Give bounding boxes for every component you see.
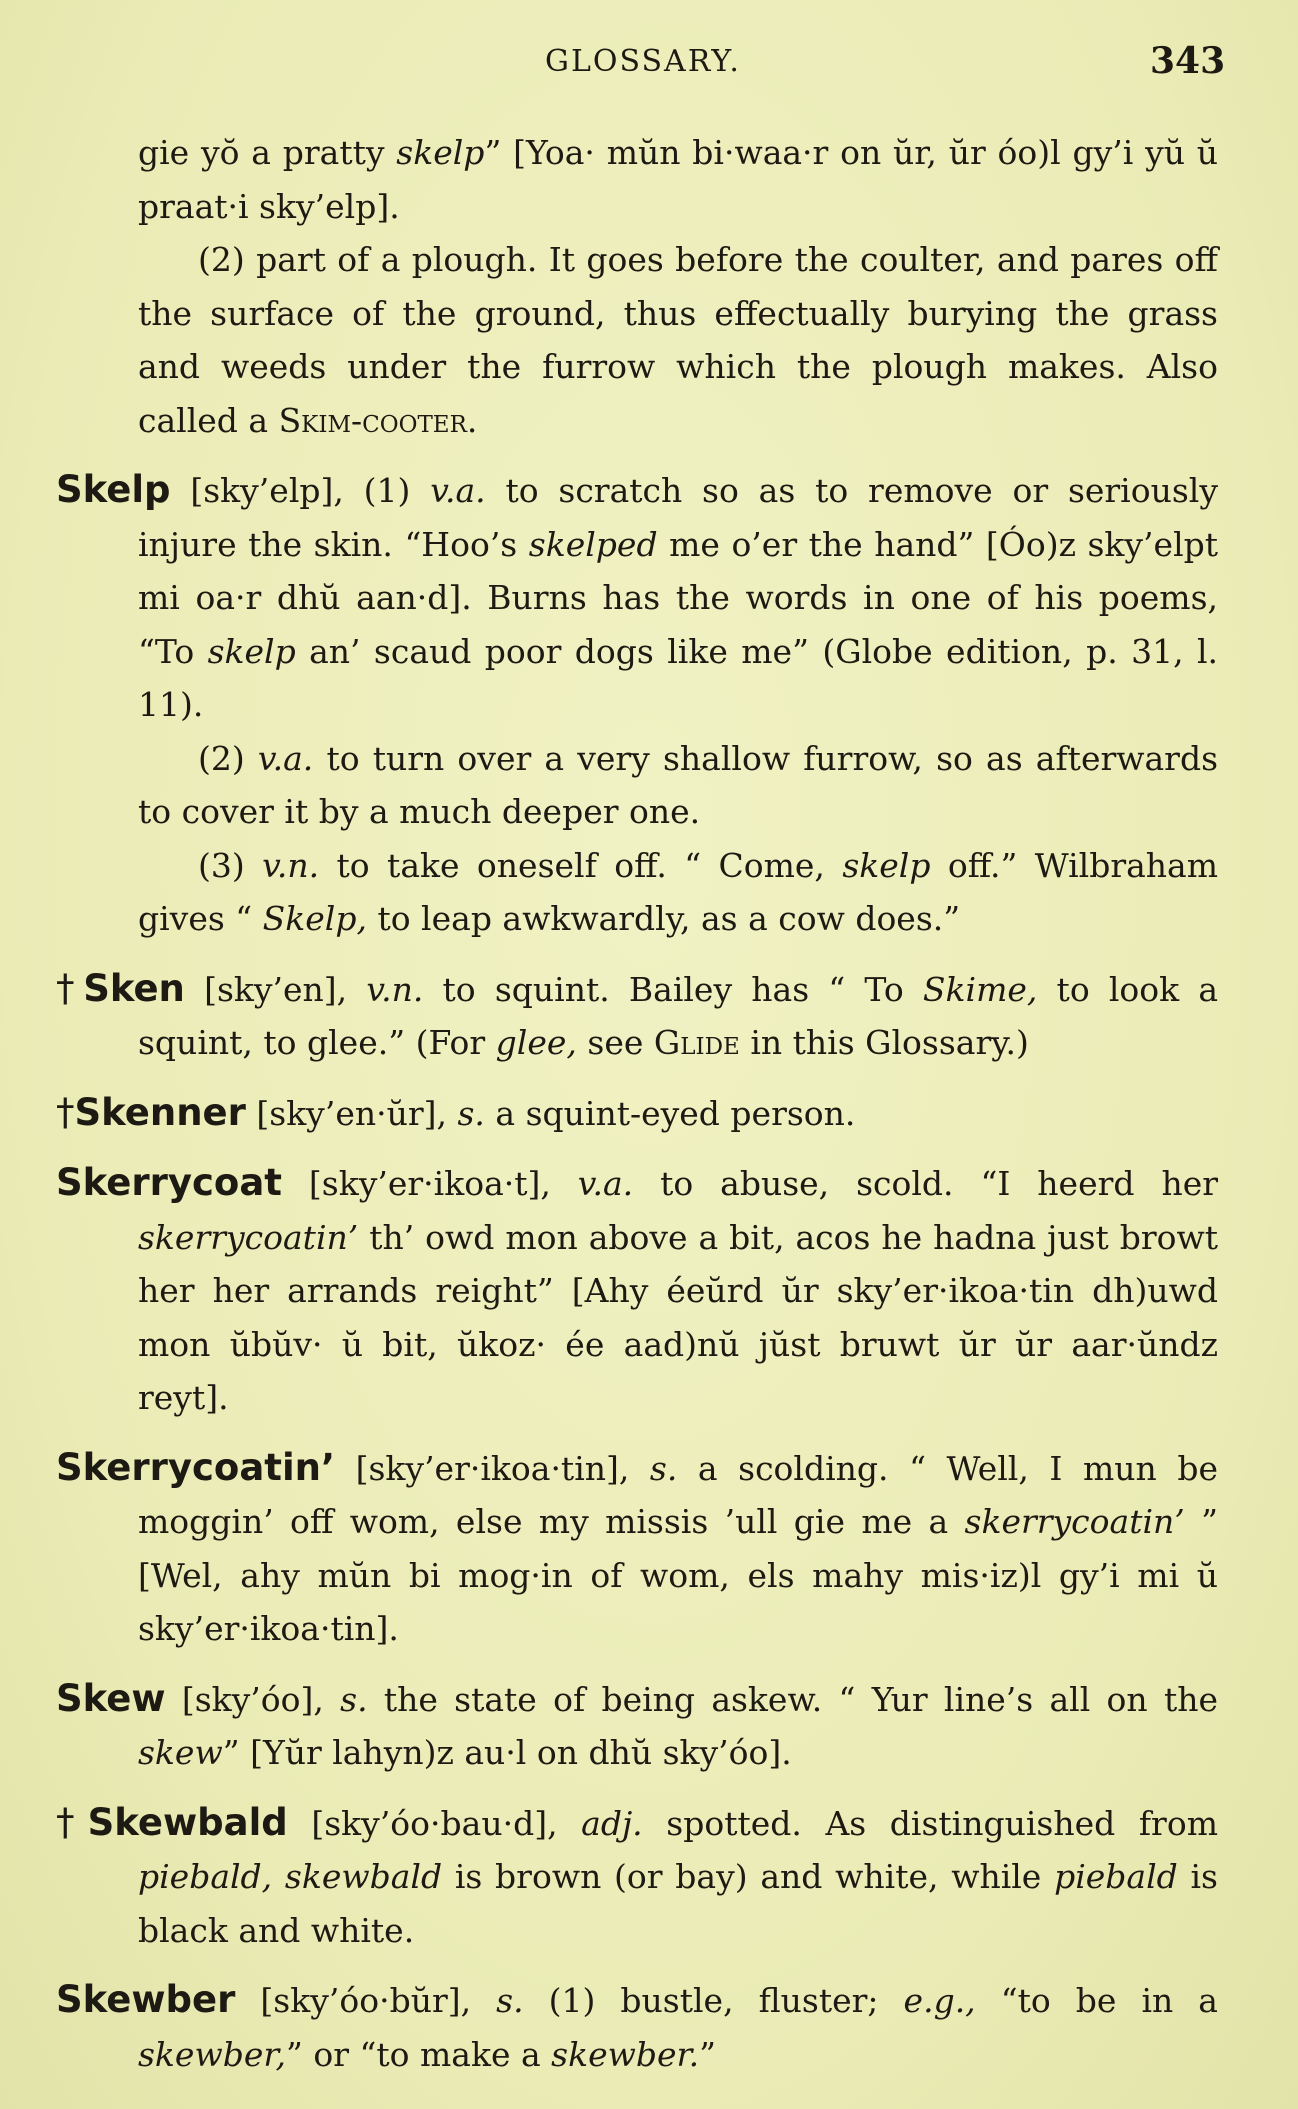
entry-italic: glee,	[495, 1023, 577, 1062]
entry-italic: e.g.,	[903, 1981, 976, 2020]
entry-text: ” [Wel, ahy mŭn bi mog·in of wom, els mahy mis·iz)l gy’i mi ŭ sky’er·ikoa·tin].	[138, 1502, 1218, 1648]
headword: Skewbald	[87, 1800, 288, 1844]
entry-text: [sky’er·ikoa·tin],	[335, 1448, 650, 1488]
grammar-label: v.a.	[257, 738, 314, 778]
entry-text: to look a squint, to glee.” (For	[138, 969, 1219, 1062]
entry-text: an’ scaud poor dogs like me” (Globe edition, p. 31, l. 11).	[138, 631, 1218, 724]
headword: Skerrycoat	[56, 1161, 282, 1204]
entry-text: is black and white.	[138, 1857, 1218, 1950]
entry-skelp	[56, 463, 1218, 732]
entry-italic: skerrycoatin’	[138, 1217, 359, 1257]
glossary-text	[56, 126, 1218, 2081]
entry-text: a squint-eyed person.	[484, 1093, 856, 1133]
cont-text: (2) part of a plough. It goes before the coulter, and pares off the surface of the ground, thus effectually burying the grass and weeds under the furrow which the plough makes. Also called a	[138, 240, 1218, 440]
entry-text: me o’er the hand” [Óo)z sky’elpt mi oa·r dhŭ aan·d]. Burns has the words in one of his poems, “To	[138, 524, 1219, 671]
entry-italic: skerrycoatin’	[964, 1502, 1185, 1541]
entry-text: off.” Wilbraham gives “	[138, 845, 1219, 938]
cont-italic: skelp	[396, 133, 485, 172]
grammar-label: v.a.	[430, 471, 486, 510]
cross-reference: Skim-cooter	[278, 400, 467, 440]
cross-reference: Glide	[653, 1023, 740, 1062]
entry-text: to scratch so as to remove or seriously injure the skin. “Hoo’s	[138, 471, 1218, 564]
continuation-paragraph	[56, 126, 1218, 233]
entry-italic: skelp	[842, 845, 931, 885]
entry-skerrycoatin	[56, 1441, 1218, 1656]
headword: Sken	[83, 966, 185, 1010]
entry-text: [sky’er·ikoa·t],	[281, 1164, 578, 1203]
entry-italic: Skelp,	[262, 899, 367, 938]
entry-text: to squint. Bailey has “ To	[423, 969, 923, 1009]
entry-text: [sky’óo·bŭr],	[235, 1981, 497, 2020]
page-number: 343	[1150, 40, 1226, 82]
entry-skelp-sense-2	[56, 732, 1218, 839]
headword: Skerrycoatin’	[56, 1445, 336, 1489]
entry-italic: Skime,	[922, 969, 1038, 1009]
entry-text: spotted. As distinguished from	[642, 1803, 1218, 1843]
entry-italic: skewber,	[138, 2034, 287, 2074]
grammar-label: adj.	[581, 1803, 643, 1843]
grammar-label: s.	[340, 1679, 368, 1719]
running-head	[0, 40, 1298, 90]
entry-text: (2)	[198, 738, 258, 778]
entry-italic: skewbald	[284, 1857, 443, 1896]
entry-skenner	[56, 1086, 1218, 1141]
grammar-label: v.n.	[366, 969, 424, 1009]
grammar-label: s.	[649, 1448, 678, 1488]
entry-text: see	[576, 1023, 654, 1062]
entry-skelp-sense-3	[56, 839, 1218, 946]
obsolete-dagger: †	[56, 1090, 75, 1134]
obsolete-dagger: †	[56, 1800, 88, 1844]
entry-italic: skelped	[528, 524, 658, 564]
grammar-label: v.a.	[577, 1164, 634, 1203]
entry-text: ” or “to make a	[286, 2034, 552, 2074]
entry-text: [sky’en],	[184, 969, 367, 1009]
entry-text: (3)	[198, 845, 263, 885]
grammar-label: s.	[496, 1981, 524, 2020]
entry-text: is brown (or bay) and white, while	[442, 1857, 1055, 1896]
headword: Skew	[56, 1676, 166, 1720]
entry-text: ” [Yŭr lahyn)z au·l on dhŭ sky’óo].	[222, 1733, 792, 1772]
obsolete-dagger: †	[56, 966, 84, 1010]
entry-text: [sky’elp], (1)	[170, 471, 431, 510]
entry-text: in this Glossary.)	[739, 1023, 1029, 1062]
entry-text: to turn over a very shallow furrow, so as afterwards to cover it by a much deeper one.	[138, 738, 1219, 831]
entry-text: [sky’óo],	[165, 1679, 341, 1719]
entry-text	[272, 1857, 285, 1896]
entry-text: “to be in a	[975, 1981, 1218, 2020]
cont-text: ” [Yoa· mŭn bi·waa·r on ŭr, ŭr óo)l gy’i yŭ ŭ praat·i sky’elp].	[138, 133, 1219, 226]
cont-text: gie yŏ a pratty	[138, 133, 397, 172]
entry-skewbald	[56, 1796, 1218, 1958]
cont-text: .	[466, 400, 478, 440]
entry-italic: piebald	[1054, 1857, 1178, 1896]
entry-text: (1) bustle, fluster;	[523, 1981, 904, 2020]
continuation-sense-2	[56, 233, 1218, 447]
entry-text: to abuse, scold. “I heerd her	[633, 1164, 1218, 1203]
entry-italic: piebald,	[138, 1857, 273, 1896]
entry-sken	[56, 962, 1218, 1070]
headword: Skelp	[56, 468, 171, 511]
grammar-label: v.n.	[262, 845, 320, 885]
entry-text: ”	[699, 2034, 717, 2074]
entry-text: a scolding. “ Well, I mun be moggin’ off wom, else my missis ’ull gie me a	[138, 1448, 1218, 1541]
entry-text: th’ owd mon above a bit, acos he hadna just browt her her arrands reight” [Ahy éeŭrd ŭr sky’er·ikoa·tin dh)uwd mon ŭbŭv· ŭ bit, ŭkoz· ée aad)nŭ jŭst bruwt ŭr ŭr aar·ŭndz reyt].	[138, 1217, 1218, 1417]
entry-text: to take oneself off. “ Come,	[319, 845, 843, 885]
entry-skew	[56, 1672, 1218, 1780]
entry-italic: skewber.	[551, 2034, 700, 2074]
running-title: GLOSSARY.	[545, 44, 741, 79]
entry-italic: skew	[138, 1733, 223, 1772]
headword: Skewber	[56, 1978, 236, 2021]
entry-text: [sky’óo·bau·d],	[287, 1803, 582, 1843]
entry-text: to leap awkwardly, as a cow does.”	[366, 899, 961, 938]
entry-skerrycoat	[56, 1156, 1218, 1425]
entry-text: [sky’en·ŭr],	[245, 1093, 458, 1133]
entry-skewber	[56, 1973, 1218, 2081]
headword: Skenner	[74, 1090, 246, 1134]
entry-text: the state of being askew. “ Yur line’s all on the	[367, 1679, 1218, 1719]
entry-italic: skelp	[207, 631, 296, 671]
grammar-label: s.	[457, 1093, 485, 1133]
